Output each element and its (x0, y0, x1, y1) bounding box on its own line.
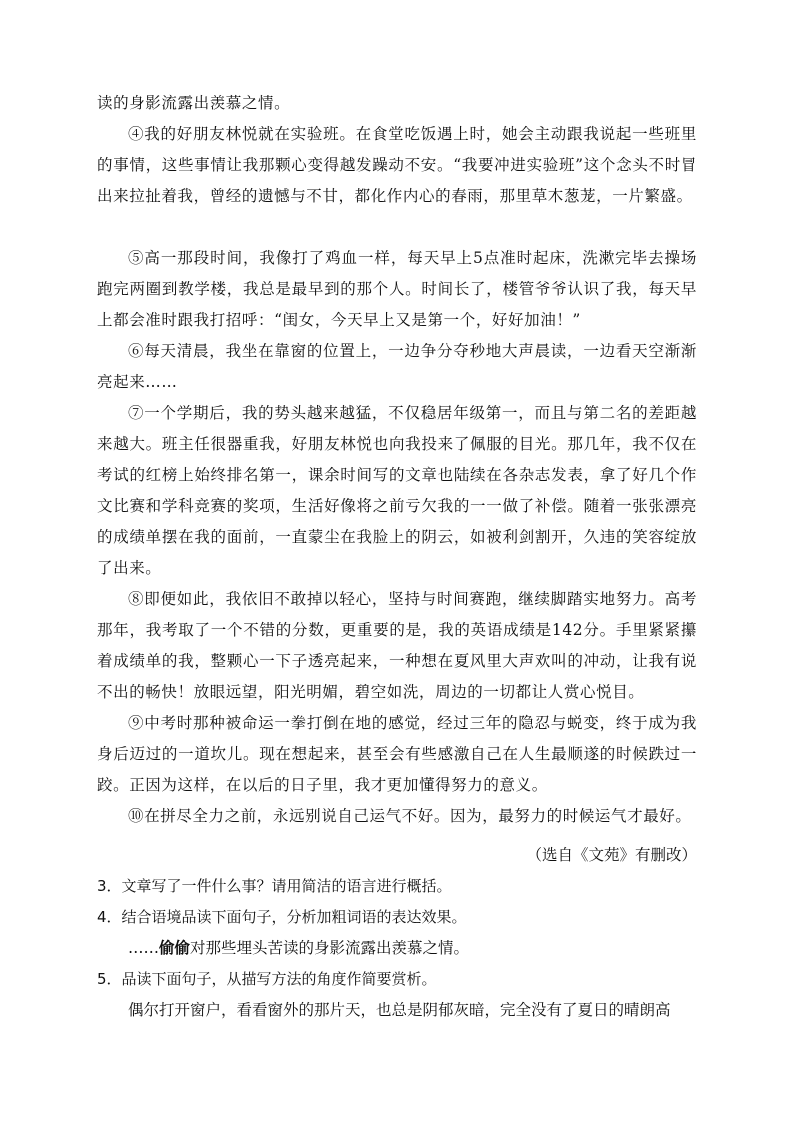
paragraph-4: ④我的好朋友林悦就在实验班。在食堂吃饭遇上时，她会主动跟我说起一些班里的事情，这些事情让我那颗心变得越发躁动不安。“我要冲进实验班”这个念头不时冒出来拉扯着我，曾经的遗憾与不甘，都化作内心的春雨，那里草木葱茏，一片繁盛。 (97, 125, 697, 205)
question-5-quote: 偶尔打开窗户，看看窗外的那片天，也总是阴郁灰暗，完全没有了夏日的晴朗高 (128, 1001, 671, 1019)
source-citation: （选自《文苑》有删改） (526, 846, 697, 864)
paragraph-9: ⑨中考时那种被命运一拳打倒在地的感觉，经过三年的隐忍与蜕变，终于成为我身后迈过的一道坎儿。现在想起来，甚至会有些感激自己在人生最顺遂的时候跌过一跤。正因为这样，在以后的日子里，我才更加懂得努力的意义。 (97, 714, 697, 794)
bold-word: 偷偷 (159, 938, 191, 957)
quote-ellipsis: …… (128, 939, 159, 957)
paragraph-10: ⑩在拼尽全力之前，永远别说自己运气不好。因为，最努力的时候运气才最好。 (128, 807, 692, 825)
question-5: 5．品读下面句子，从描写方法的角度作简要赏析。 (97, 970, 437, 988)
quote-rest: 对那些埋头苦读的身影流露出羡慕之情。 (190, 939, 470, 957)
paragraph-8: ⑧即便如此，我依旧不敢掉以轻心，坚持与时间赛跑，继续脚踏实地努力。高考那年，我考取了一个不错的分数，更重要的是，我的英语成绩是142分。手里紧紧攥着成绩单的我，整颗心一下子透亮起来，一种想在夏风里大声欢叫的冲动，让我有说不出的畅快！放眼远望，阳光明媚，碧空如洗，周边的一切都让人赏心悦目。 (97, 590, 697, 701)
question-3: 3．文章写了一件什么事？请用简洁的语言进行概括。 (97, 877, 452, 895)
question-4: 4．结合语境品读下面句子，分析加粗词语的表达效果。 (97, 908, 467, 926)
paragraph-5: ⑤高一那段时间，我像打了鸡血一样，每天早上5点准时起床，洗漱完毕去操场跑完两圈到教学楼，我总是最早到的那个人。时间长了，楼管爷爷认识了我，每天早上都会准时跟我打招呼：“闺女，今天早上又是第一个，好好加油！” (97, 249, 697, 329)
paragraph-7: ⑦一个学期后，我的势头越来越猛，不仅稳居年级第一，而且与第二名的差距越来越大。班主任很器重我，好朋友林悦也向我投来了佩服的目光。那几年，我不仅在考试的红榜上始终排名第一，课余时间写的文章也陆续在各杂志发表，拿了好几个作文比赛和学科竞赛的奖项，生活好像将之前亏欠我的一一做了补偿。随着一张张漂亮的成绩单摆在我的面前，一直蒙尘在我脸上的阴云，如被利剑割开，久违的笑容绽放了出来。 (97, 404, 697, 577)
paragraph-6: ⑥每天清晨，我坐在靠窗的位置上，一边争分夺秒地大声晨读，一边看天空渐渐亮起来…… (97, 342, 697, 391)
question-4-quote (128, 933, 469, 963)
paragraph-continuation: 读的身影流露出羡慕之情。 (97, 94, 291, 112)
